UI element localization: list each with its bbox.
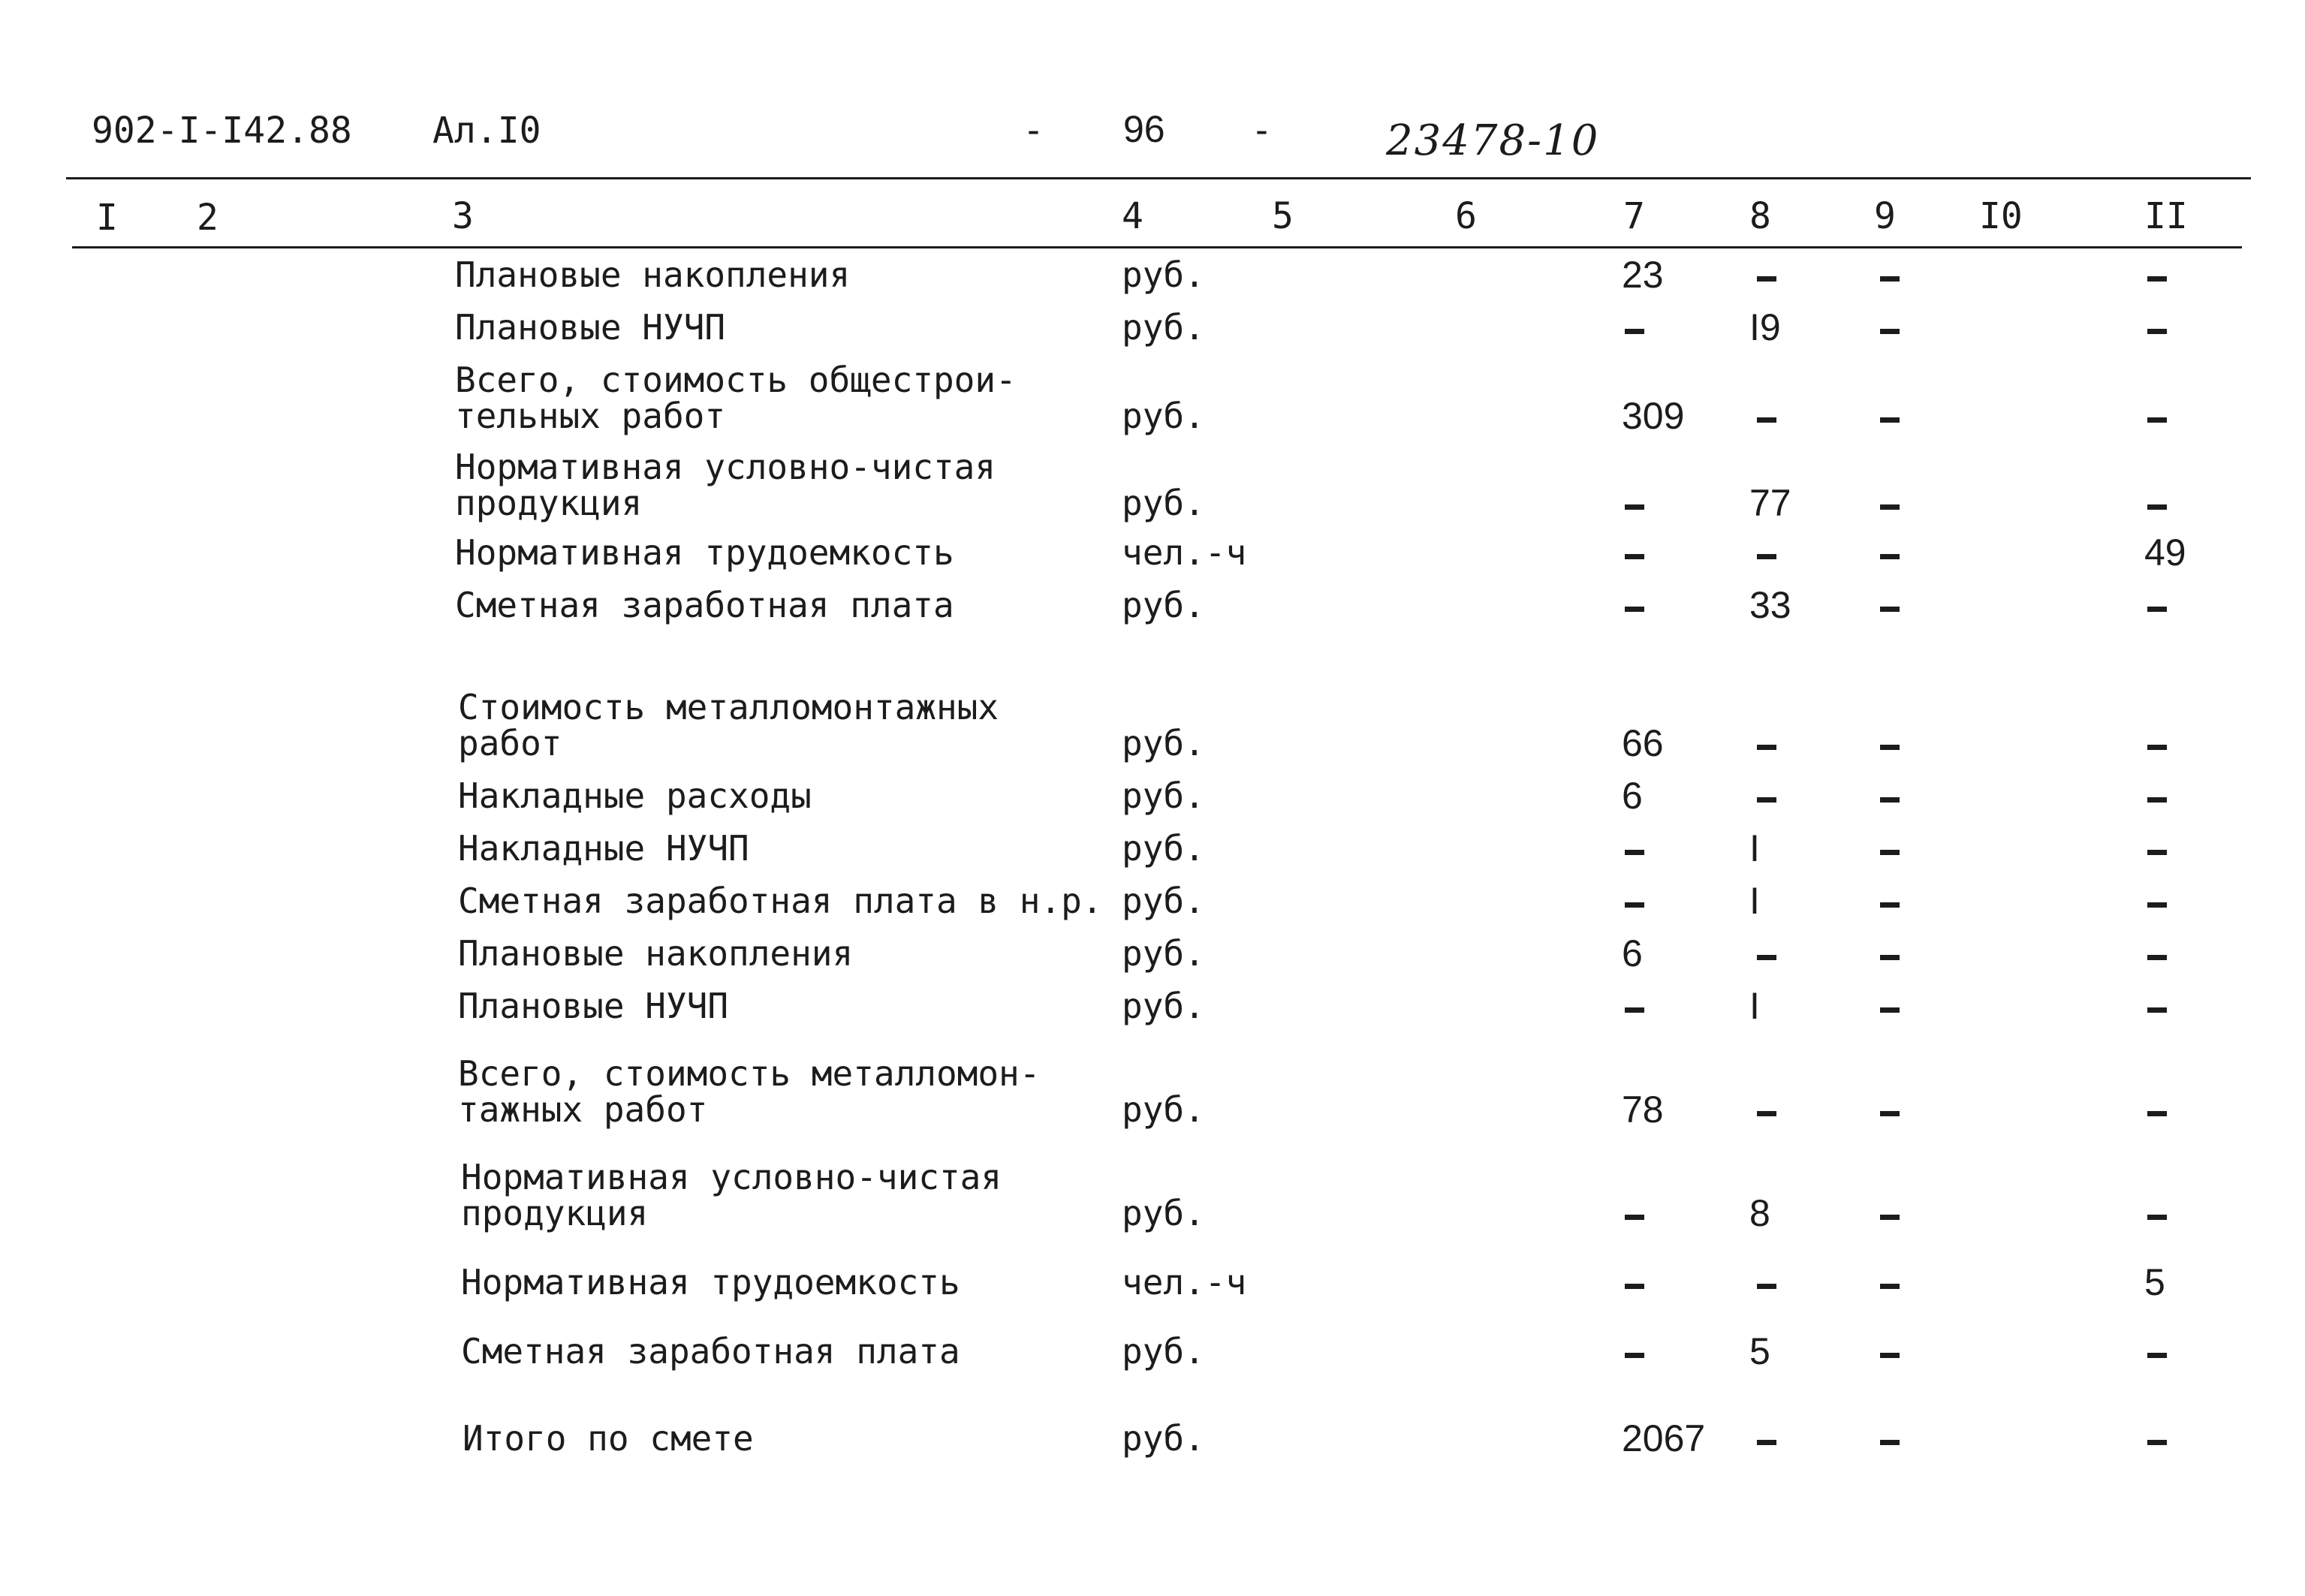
row-name-line: Нормативная трудоемкость (461, 1262, 960, 1302)
document-code: 902-I-I42.88 (92, 110, 352, 152)
cell-dash-c9 (1880, 1284, 1900, 1289)
cell-dash-c11 (2147, 1111, 2167, 1116)
row-name-line: тажных работ (458, 1089, 708, 1130)
cell-dash-c11 (2147, 745, 2167, 750)
cell-dash-c11 (2147, 850, 2167, 855)
header-rule-bottom (72, 246, 2242, 248)
column-header-5: 5 (1272, 195, 1294, 237)
cell-dash-c11 (2147, 955, 2167, 960)
cell-dash-c7 (1625, 902, 1644, 908)
row-name-line: продукция (455, 483, 643, 523)
cell-dash-c9 (1880, 417, 1900, 423)
header-rule-top (66, 177, 2251, 179)
row-unit: руб. (1122, 1418, 1205, 1459)
row-unit: руб. (1122, 881, 1205, 921)
row-name-line: Плановые накопления (455, 254, 851, 295)
row-name-line: Нормативная трудоемкость (455, 532, 954, 573)
cell-dash-c11 (2147, 329, 2167, 334)
column-header-6: 6 (1455, 195, 1477, 237)
cell-value-c8: 33 (1749, 584, 1791, 626)
cell-dash-c8 (1757, 1284, 1776, 1289)
cell-value-c7: 6 (1622, 775, 1643, 817)
cell-dash-c7 (1625, 607, 1644, 612)
column-header-9: 9 (1874, 195, 1896, 237)
row-unit: руб. (1122, 396, 1205, 436)
row-name-line: Сметная заработная плата в н.р. (458, 881, 1103, 921)
cell-value-c11: 49 (2144, 531, 2186, 574)
cell-dash-c11 (2147, 902, 2167, 908)
row-unit: руб. (1122, 723, 1205, 763)
cell-value-c8: 77 (1749, 482, 1791, 524)
row-unit: чел.-ч (1122, 1262, 1247, 1302)
cell-value-c7: 66 (1622, 722, 1664, 764)
cell-value-c8: I9 (1749, 306, 1781, 348)
cell-dash-c11 (2147, 417, 2167, 423)
cell-value-c8: I (1749, 827, 1760, 869)
row-name-line: продукция (461, 1193, 649, 1233)
cell-dash-c9 (1880, 1111, 1900, 1116)
cell-value-c7: 6 (1622, 932, 1643, 974)
row-unit: руб. (1122, 933, 1205, 974)
row-name-line: Плановые НУЧП (455, 307, 726, 348)
column-header-3: 3 (452, 195, 474, 237)
cell-value-c7: 309 (1622, 395, 1685, 437)
row-unit: руб. (1122, 1193, 1205, 1233)
cell-dash-c8 (1757, 1111, 1776, 1116)
row-name-line: Плановые накопления (458, 933, 854, 974)
handwritten-number: 23478-10 (1386, 116, 1600, 165)
cell-dash-c9 (1880, 797, 1900, 803)
row-unit: руб. (1122, 254, 1205, 295)
row-unit: чел.-ч (1122, 532, 1247, 573)
column-header-1: I (96, 197, 118, 239)
row-name-line: Нормативная условно-чистая (461, 1157, 1002, 1197)
cell-dash-c8 (1757, 276, 1776, 282)
cell-dash-c7 (1625, 1007, 1644, 1013)
cell-dash-c9 (1880, 745, 1900, 750)
cell-dash-c7 (1625, 504, 1644, 510)
cell-dash-c8 (1757, 417, 1776, 423)
column-header-4: 4 (1122, 195, 1143, 237)
page-number: 96 (1123, 108, 1165, 150)
cell-dash-c11 (2147, 276, 2167, 282)
page-dash-right: - (1251, 110, 1273, 152)
cell-value-c7: 78 (1622, 1089, 1664, 1131)
cell-dash-c9 (1880, 1215, 1900, 1220)
cell-dash-c11 (2147, 504, 2167, 510)
cell-dash-c8 (1757, 1440, 1776, 1445)
cell-dash-c8 (1757, 797, 1776, 803)
sheet-label: Ал.I0 (432, 110, 541, 152)
row-unit: руб. (1122, 307, 1205, 348)
cell-dash-c8 (1757, 955, 1776, 960)
column-header-7: 7 (1623, 195, 1645, 237)
column-header-10: I0 (1979, 195, 2023, 237)
row-name-line: Сметная заработная плата (455, 585, 954, 625)
row-name-line: Накладные НУЧП (458, 828, 749, 869)
row-name-line: работ (458, 723, 562, 763)
row-unit: руб. (1122, 1089, 1205, 1130)
cell-dash-c7 (1625, 850, 1644, 855)
cell-dash-c7 (1625, 1215, 1644, 1220)
cell-dash-c9 (1880, 554, 1900, 559)
cell-dash-c11 (2147, 607, 2167, 612)
cell-dash-c9 (1880, 1440, 1900, 1445)
row-unit: руб. (1122, 775, 1205, 816)
cell-dash-c9 (1880, 1353, 1900, 1358)
cell-dash-c7 (1625, 329, 1644, 334)
cell-dash-c11 (2147, 1215, 2167, 1220)
row-name-line: Сметная заработная плата (461, 1331, 960, 1372)
row-name-line: Стоимость металломонтажных (458, 687, 999, 727)
cell-dash-c7 (1625, 554, 1644, 559)
cell-dash-c9 (1880, 329, 1900, 334)
cell-dash-c9 (1880, 902, 1900, 908)
cell-value-c8: 5 (1749, 1330, 1770, 1372)
cell-dash-c9 (1880, 955, 1900, 960)
cell-dash-c9 (1880, 850, 1900, 855)
cell-dash-c11 (2147, 1007, 2167, 1013)
row-name-line: Всего, стоимость металломон- (458, 1053, 1041, 1094)
row-name-line: Накладные расходы (458, 775, 812, 816)
cell-dash-c11 (2147, 797, 2167, 803)
cell-value-c7: 23 (1622, 254, 1664, 296)
cell-value-c8: 8 (1749, 1192, 1770, 1234)
cell-dash-c11 (2147, 1440, 2167, 1445)
cell-dash-c7 (1625, 1353, 1644, 1358)
cell-value-c8: I (1749, 880, 1760, 922)
row-unit: руб. (1122, 1331, 1205, 1372)
row-name-line: Плановые НУЧП (458, 986, 729, 1026)
row-name-line: тельных работ (455, 396, 726, 436)
column-header-2: 2 (197, 197, 218, 239)
column-header-11: II (2144, 195, 2188, 237)
cell-value-c8: I (1749, 985, 1760, 1027)
row-unit: руб. (1122, 483, 1205, 523)
row-name-line: Нормативная условно-чистая (455, 447, 996, 487)
cell-dash-c9 (1880, 607, 1900, 612)
cell-dash-c8 (1757, 745, 1776, 750)
cell-dash-c9 (1880, 1007, 1900, 1013)
cell-dash-c11 (2147, 1353, 2167, 1358)
page-dash-left: - (1023, 110, 1044, 152)
row-unit: руб. (1122, 585, 1205, 625)
cell-dash-c7 (1625, 1284, 1644, 1289)
row-unit: руб. (1122, 986, 1205, 1026)
cell-dash-c8 (1757, 554, 1776, 559)
row-name-line: Итого по смете (463, 1418, 754, 1459)
cell-dash-c9 (1880, 276, 1900, 282)
row-name-line: Всего, стоимость общестрои- (455, 360, 1017, 400)
cell-dash-c9 (1880, 504, 1900, 510)
cell-value-c7: 2067 (1622, 1417, 1706, 1459)
column-header-8: 8 (1749, 195, 1771, 237)
row-unit: руб. (1122, 828, 1205, 869)
cell-value-c11: 5 (2144, 1261, 2165, 1303)
